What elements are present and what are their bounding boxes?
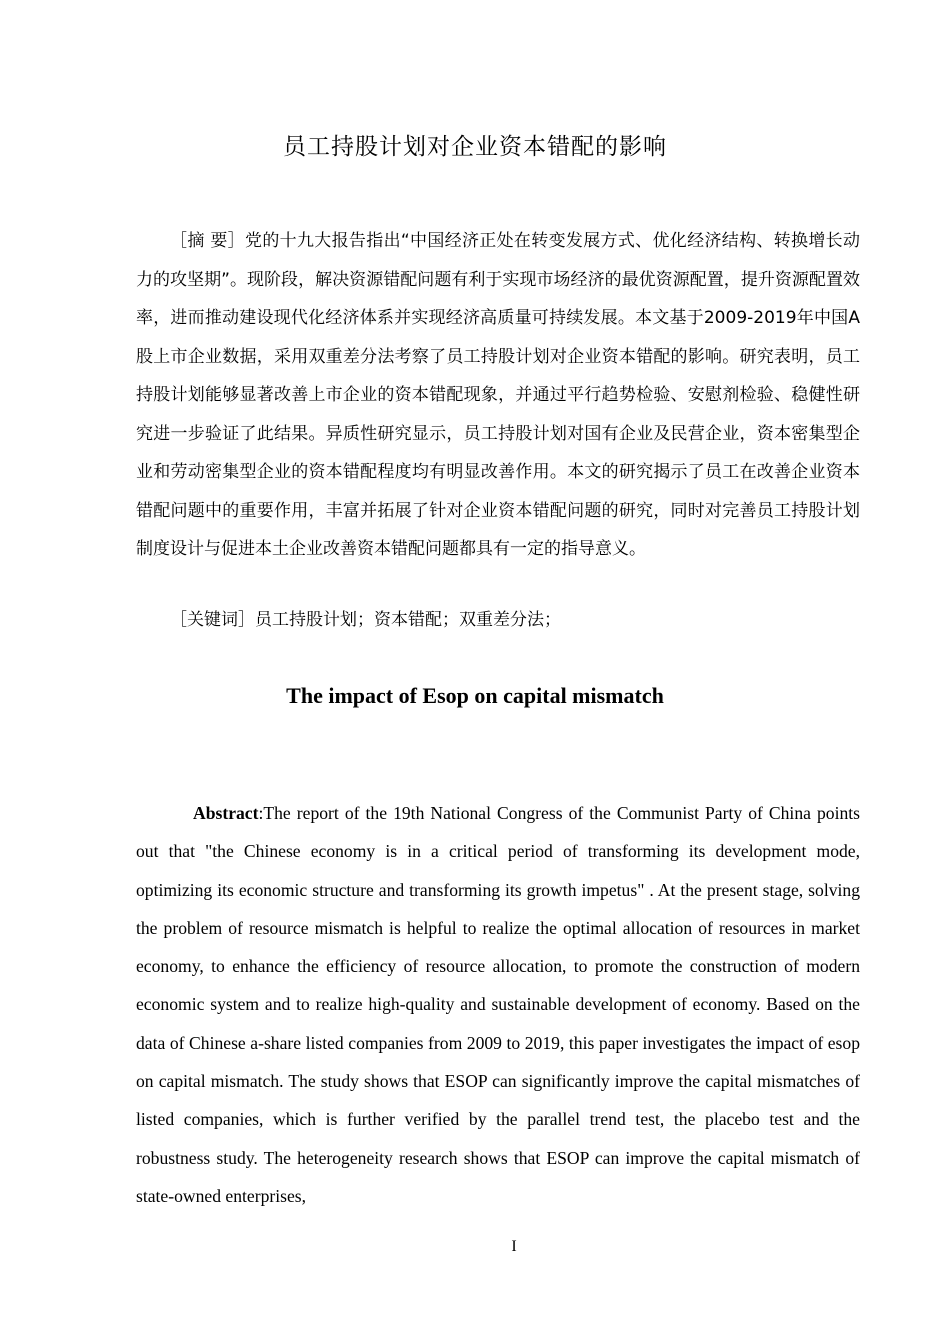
- chinese-keywords: [136, 601, 860, 640]
- english-abstract-label: Abstract: [193, 803, 259, 823]
- page-number: I: [511, 1238, 517, 1255]
- chinese-title: 员工持股计划对企业资本错配的影响: [283, 134, 667, 160]
- chinese-abstract-label: ［摘 要］: [170, 231, 246, 251]
- chinese-abstract-text: 党的十九大报告指出“中国经济正处在转变发展方式、优化经济结构、转换增长动力的攻坚期”。现阶段，解决资源错配问题有利于实现市场经济的最优资源配置，提升资源配置效率，进而推动建设现代化经济体系并实现经济高质量可持续发展。本文基于2009-2019年中国A股上市企业数据，采用双重差分法考察了员工持股计划对企业资本错配的影响。研究表明，员工持股计划能够显著改善上市企业的资本错配现象，并通过平行趋势检验、安慰剂检验、稳健性研究进一步验证了此结果。异质性研究显示，员工持股计划对国有企业及民营企业，资本密集型企业和劳动密集型企业的资本错配程度均有明显改善作用。本文的研究揭示了员工在改善企业资本错配问题中的重要作用，丰富并拓展了针对企业资本错配问题的研究，同时对完善员工持股计划制度设计与促进本土企业改善资本错配问题都具有一定的指导意义。: [136, 231, 861, 559]
- chinese-abstract: [136, 222, 860, 569]
- chinese-keywords-label: ［关键词］: [170, 610, 255, 630]
- chinese-keywords-text: 员工持股计划；资本错配；双重差分法；: [255, 610, 561, 630]
- english-abstract: [136, 794, 860, 1215]
- english-abstract-text: :The report of the 19th National Congress of the Communist Party of China points out that "the Chinese economy is in a critical period of transforming its development mode, optimizing its economic structure and transforming its growth impetus" . At the present stage, solving the problem of resource mismatch is helpful to realize the optimal allocation of resources in market economy, to enhance the efficiency of resource allocation, to promote the construction of modern economic system and to realize high-quality and sustainable development of economy. Based on the data of Chinese a-share listed companies from 2009 to 2019, this paper investigates the impact of esop on capital mismatch. The study shows that ESOP can significantly improve the capital mismatches of listed companies, which is further verified by the parallel trend test, the placebo test and the robustness study. The heterogeneity research shows that ESOP can improve the capital mismatch of state-owned enterprises,: [136, 803, 860, 1206]
- english-title: The impact of Esop on capital mismatch: [286, 683, 664, 708]
